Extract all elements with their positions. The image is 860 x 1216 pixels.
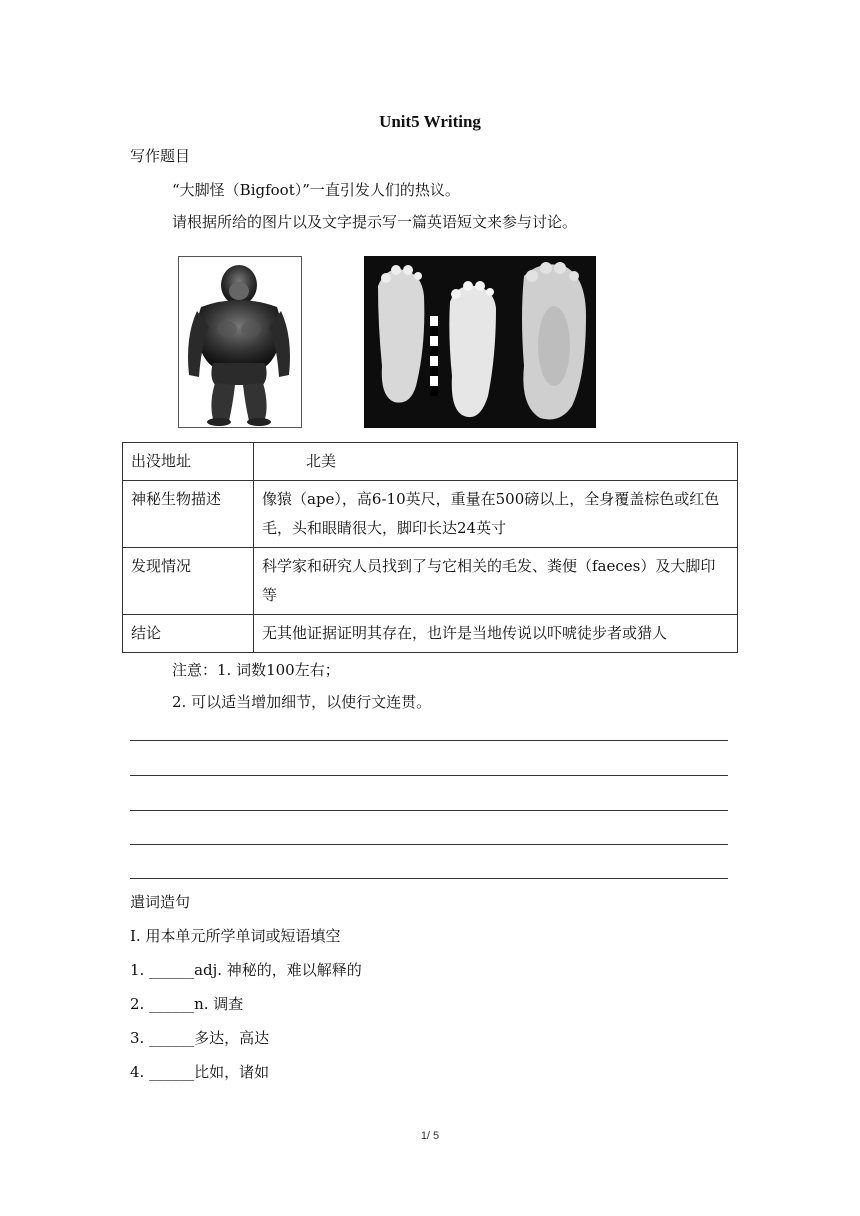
vocab-item-3: 3. ______多达，高达 (130, 1029, 270, 1047)
table-cell-content: 无其他证据证明其存在，也许是当地传说以吓唬徒步者或猎人 (254, 615, 738, 653)
answer-line[interactable] (130, 844, 728, 845)
table-cell-label: 结论 (123, 615, 254, 653)
bigfoot-illustration (178, 256, 302, 428)
bigfoot-figure-icon (179, 257, 301, 427)
note-2: 2. 可以适当增加细节，以使行文连贯。 (172, 693, 432, 711)
table-row (123, 548, 738, 615)
writing-instruction: 请根据所给的图片以及文字提示写一篇英语短文来参与讨论。 (172, 213, 578, 231)
vocab-heading: 遣词造句 (130, 893, 191, 911)
answer-line[interactable] (130, 740, 728, 741)
answer-line[interactable] (130, 878, 728, 879)
table-row (123, 443, 738, 481)
page-title: Unit5 Writing (379, 112, 481, 131)
footprint-casts-icon (364, 256, 596, 428)
vocab-item-4: 4. ______比如，诸如 (130, 1063, 270, 1081)
page-number: 1/ 5 (420, 1130, 440, 1142)
info-table (122, 442, 738, 653)
vocab-item-1: 1. ______adj. 神秘的，难以解释的 (130, 961, 362, 979)
writing-heading: 写作题目 (130, 147, 191, 165)
footprint-casts-photo (364, 256, 596, 428)
table-cell-label: 神秘生物描述 (123, 481, 254, 548)
answer-line[interactable] (130, 810, 728, 811)
prompt-images (168, 244, 608, 436)
note-1: 注意：1. 词数100左右； (172, 661, 340, 679)
table-cell-content (254, 443, 738, 481)
vocab-section-title: I. 用本单元所学单词或短语填空 (130, 927, 341, 945)
table-cell-label: 发现情况 (123, 548, 254, 615)
answer-line[interactable] (130, 775, 728, 776)
table-cell-content: 像猿（ape），高6-10英尺，重量在500磅以上，全身覆盖棕色或红色毛，头和眼睛很大，脚印长达24英寸 (254, 481, 738, 548)
table-cell-label: 出没地址 (123, 443, 254, 481)
vocab-item-2: 2. ______n. 调查 (130, 995, 244, 1013)
table-row (123, 481, 738, 548)
table-cell-text: 北美 (306, 452, 337, 470)
table-row (123, 615, 738, 653)
table-cell-content: 科学家和研究人员找到了与它相关的毛发、粪便（faeces）及大脚印等 (254, 548, 738, 615)
writing-intro: “大脚怪（Bigfoot）”一直引发人们的热议。 (172, 181, 460, 199)
